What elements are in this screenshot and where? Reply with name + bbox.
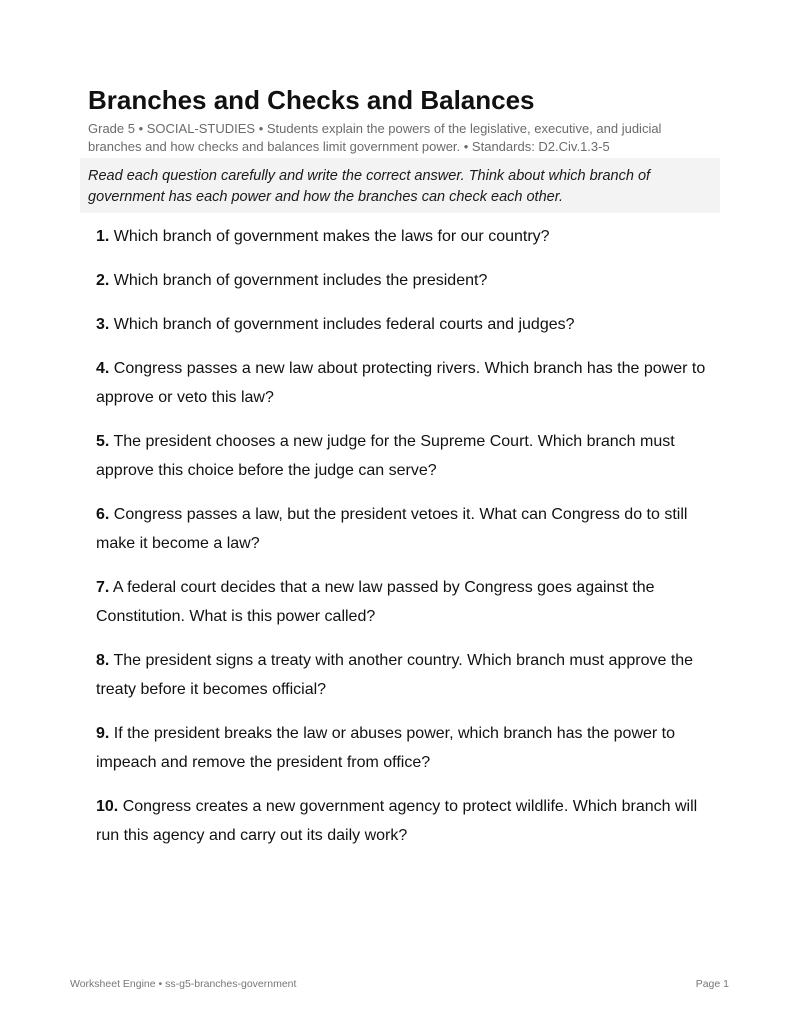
question-text: Congress passes a new law about protecting rivers. Which branch has the power to approve or veto this law? [96,360,706,406]
question-item [96,354,716,412]
question-number: 7. [96,579,110,596]
question-text: If the president breaks the law or abuses power, which branch has the power to impeach and remove the president from office? [96,725,676,771]
question-number: 6. [96,506,110,523]
question-item [96,427,716,485]
instructions-box: Read each question carefully and write the correct answer. Think about which branch of government has each power and how the branches can check each other. [80,158,720,213]
question-number: 8. [96,652,110,669]
question-text: Congress creates a new government agency to protect wildlife. Which branch will run this agency and carry out its daily work? [96,798,698,844]
question-text: Congress passes a law, but the president vetoes it. What can Congress do to still make it become a law? [96,506,688,552]
question-text: A federal court decides that a new law passed by Congress goes against the Constitution. What is this power called? [96,579,655,625]
question-number: 2. [96,272,110,289]
question-item [96,266,716,295]
footer-page-number: Page 1 [695,978,729,990]
question-item [96,573,716,631]
question-number: 5. [96,433,110,450]
question-number: 9. [96,725,110,742]
footer-source: Worksheet Engine • ss-g5-branches-government [70,978,297,990]
question-item [96,792,716,850]
question-item [96,500,716,558]
question-text: The president chooses a new judge for the Supreme Court. Which branch must approve this choice before the judge can serve? [96,433,675,479]
worksheet-meta: Grade 5 • SOCIAL-STUDIES • Students explain the powers of the legislative, executive, and judicial branches and how checks and balances limit government power. • Standards: D2.Civ.1.3-5 [88,121,662,154]
question-list [96,222,716,865]
question-item [96,646,716,704]
page-title: Branches and Checks and Balances [88,85,535,115]
question-item [96,222,716,251]
question-text: The president signs a treaty with another country. Which branch must approve the treaty before it becomes official? [96,652,694,698]
question-text: Which branch of government includes the president? [113,272,488,289]
question-number: 3. [96,316,110,333]
question-number: 10. [96,798,119,815]
question-text: Which branch of government includes federal courts and judges? [113,316,575,333]
question-item [96,310,716,339]
question-number: 1. [96,228,110,245]
question-text: Which branch of government makes the laws for our country? [113,228,550,245]
question-number: 4. [96,360,110,377]
question-item [96,719,716,777]
